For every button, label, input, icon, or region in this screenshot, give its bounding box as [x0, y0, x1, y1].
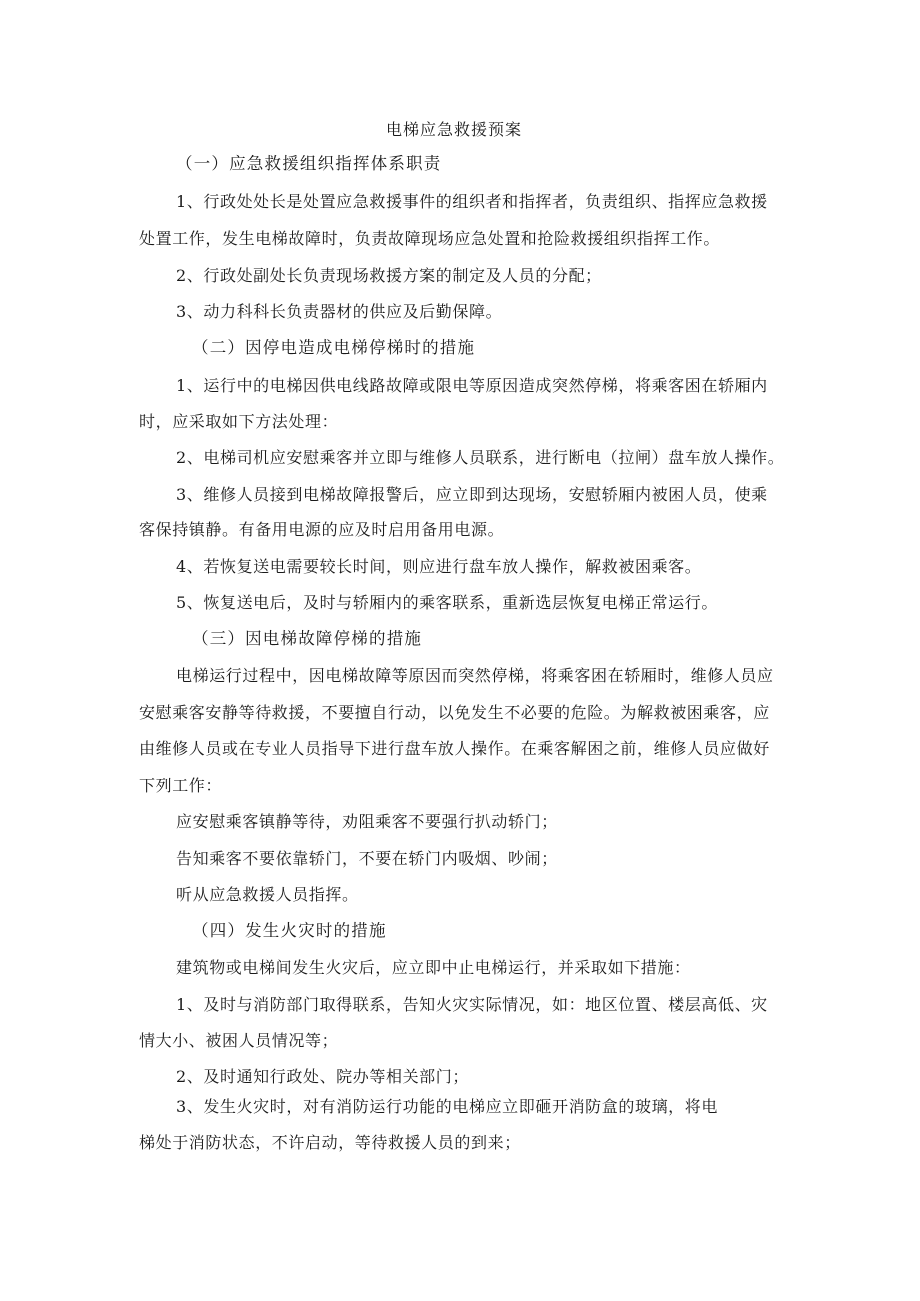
paragraph-line: 3、维修人员接到电梯故障报警后，应立即到达现场，安慰轿厢内被困人员，使乘 — [176, 485, 768, 504]
paragraph-line: 处置工作，发生电梯故障时，负责故障现场应急处置和抢险救援组织指挥工作。 — [139, 229, 721, 248]
paragraph-line: 5、恢复送电后，及时与轿厢内的乘客联系，重新选层恢复电梯正常运行。 — [176, 593, 718, 612]
paragraph-line: 2、行政处副处长负责现场救援方案的制定及人员的分配； — [176, 266, 602, 285]
paragraph-line: 3、发生火灾时，对有消防运行功能的电梯应立即砸开消防盒的玻璃，将电 — [176, 1097, 718, 1116]
paragraph-line: 客保持镇静。有备用电源的应及时启用备用电源。 — [139, 520, 505, 539]
paragraph-line: 情大小、被困人员情况等； — [139, 1031, 339, 1050]
paragraph-line: 由维修人员或在专业人员指导下进行盘车放人操作。在乘客解困之前，维修人员应做好 — [139, 739, 770, 758]
paragraph-line: 建筑物或电梯间发生火灾后，应立即中止电梯运行，并采取如下措施： — [176, 958, 691, 977]
paragraph-line: 1、运行中的电梯因供电线路故障或限电等原因造成突然停梯，将乘客困在轿厢内 — [176, 376, 768, 395]
paragraph-line: 1、及时与消防部门取得联系，告知火灾实际情况，如：地区位置、楼层高低、灾 — [176, 995, 768, 1014]
paragraph-line: 电梯运行过程中，因电梯故障等原因而突然停梯，将乘客困在轿厢时，维修人员应 — [176, 666, 774, 685]
section-heading-4: （四）发生火灾时的措施 — [192, 921, 387, 940]
paragraph-line: 告知乘客不要依靠轿门，不要在轿门内吸烟、吵闹； — [176, 849, 558, 868]
paragraph-line: 4、若恢复送电需要较长时间，则应进行盘车放人操作，解救被困乘客。 — [176, 557, 702, 576]
section-heading-2: （二）因停电造成电梯停梯时的措施 — [192, 338, 476, 357]
paragraph-line: 梯处于消防状态，不许启动，等待救援人员的到来； — [139, 1133, 521, 1152]
paragraph-line: 1、行政处处长是处置应急救援事件的组织者和指挥者，负责组织、指挥应急救援 — [176, 192, 768, 211]
paragraph-line: 安慰乘客安静等待救援，不要擅自行动，以免发生不必要的危险。为解救被困乘客，应 — [139, 703, 770, 722]
paragraph-line: 3、动力科科长负责器材的供应及后勤保障。 — [176, 302, 503, 321]
document-title: 电梯应急救援预案 — [386, 120, 523, 139]
paragraph-line: 2、及时通知行政处、院办等相关部门； — [176, 1067, 469, 1086]
section-heading-1: （一）应急救援组织指挥体系职责 — [176, 154, 442, 173]
paragraph-line: 听从应急救援人员指挥。 — [176, 885, 359, 904]
paragraph-line: 2、电梯司机应安慰乘客并立即与维修人员联系，进行断电（拉闸）盘车放人操作。 — [176, 448, 785, 467]
paragraph-line: 应安慰乘客镇静等待，劝阻乘客不要强行扒动轿门； — [176, 812, 558, 831]
paragraph-line: 时，应采取如下方法处理： — [139, 412, 339, 431]
section-heading-3: （三）因电梯故障停梯的措施 — [192, 629, 423, 648]
paragraph-line: 下列工作： — [139, 776, 223, 795]
